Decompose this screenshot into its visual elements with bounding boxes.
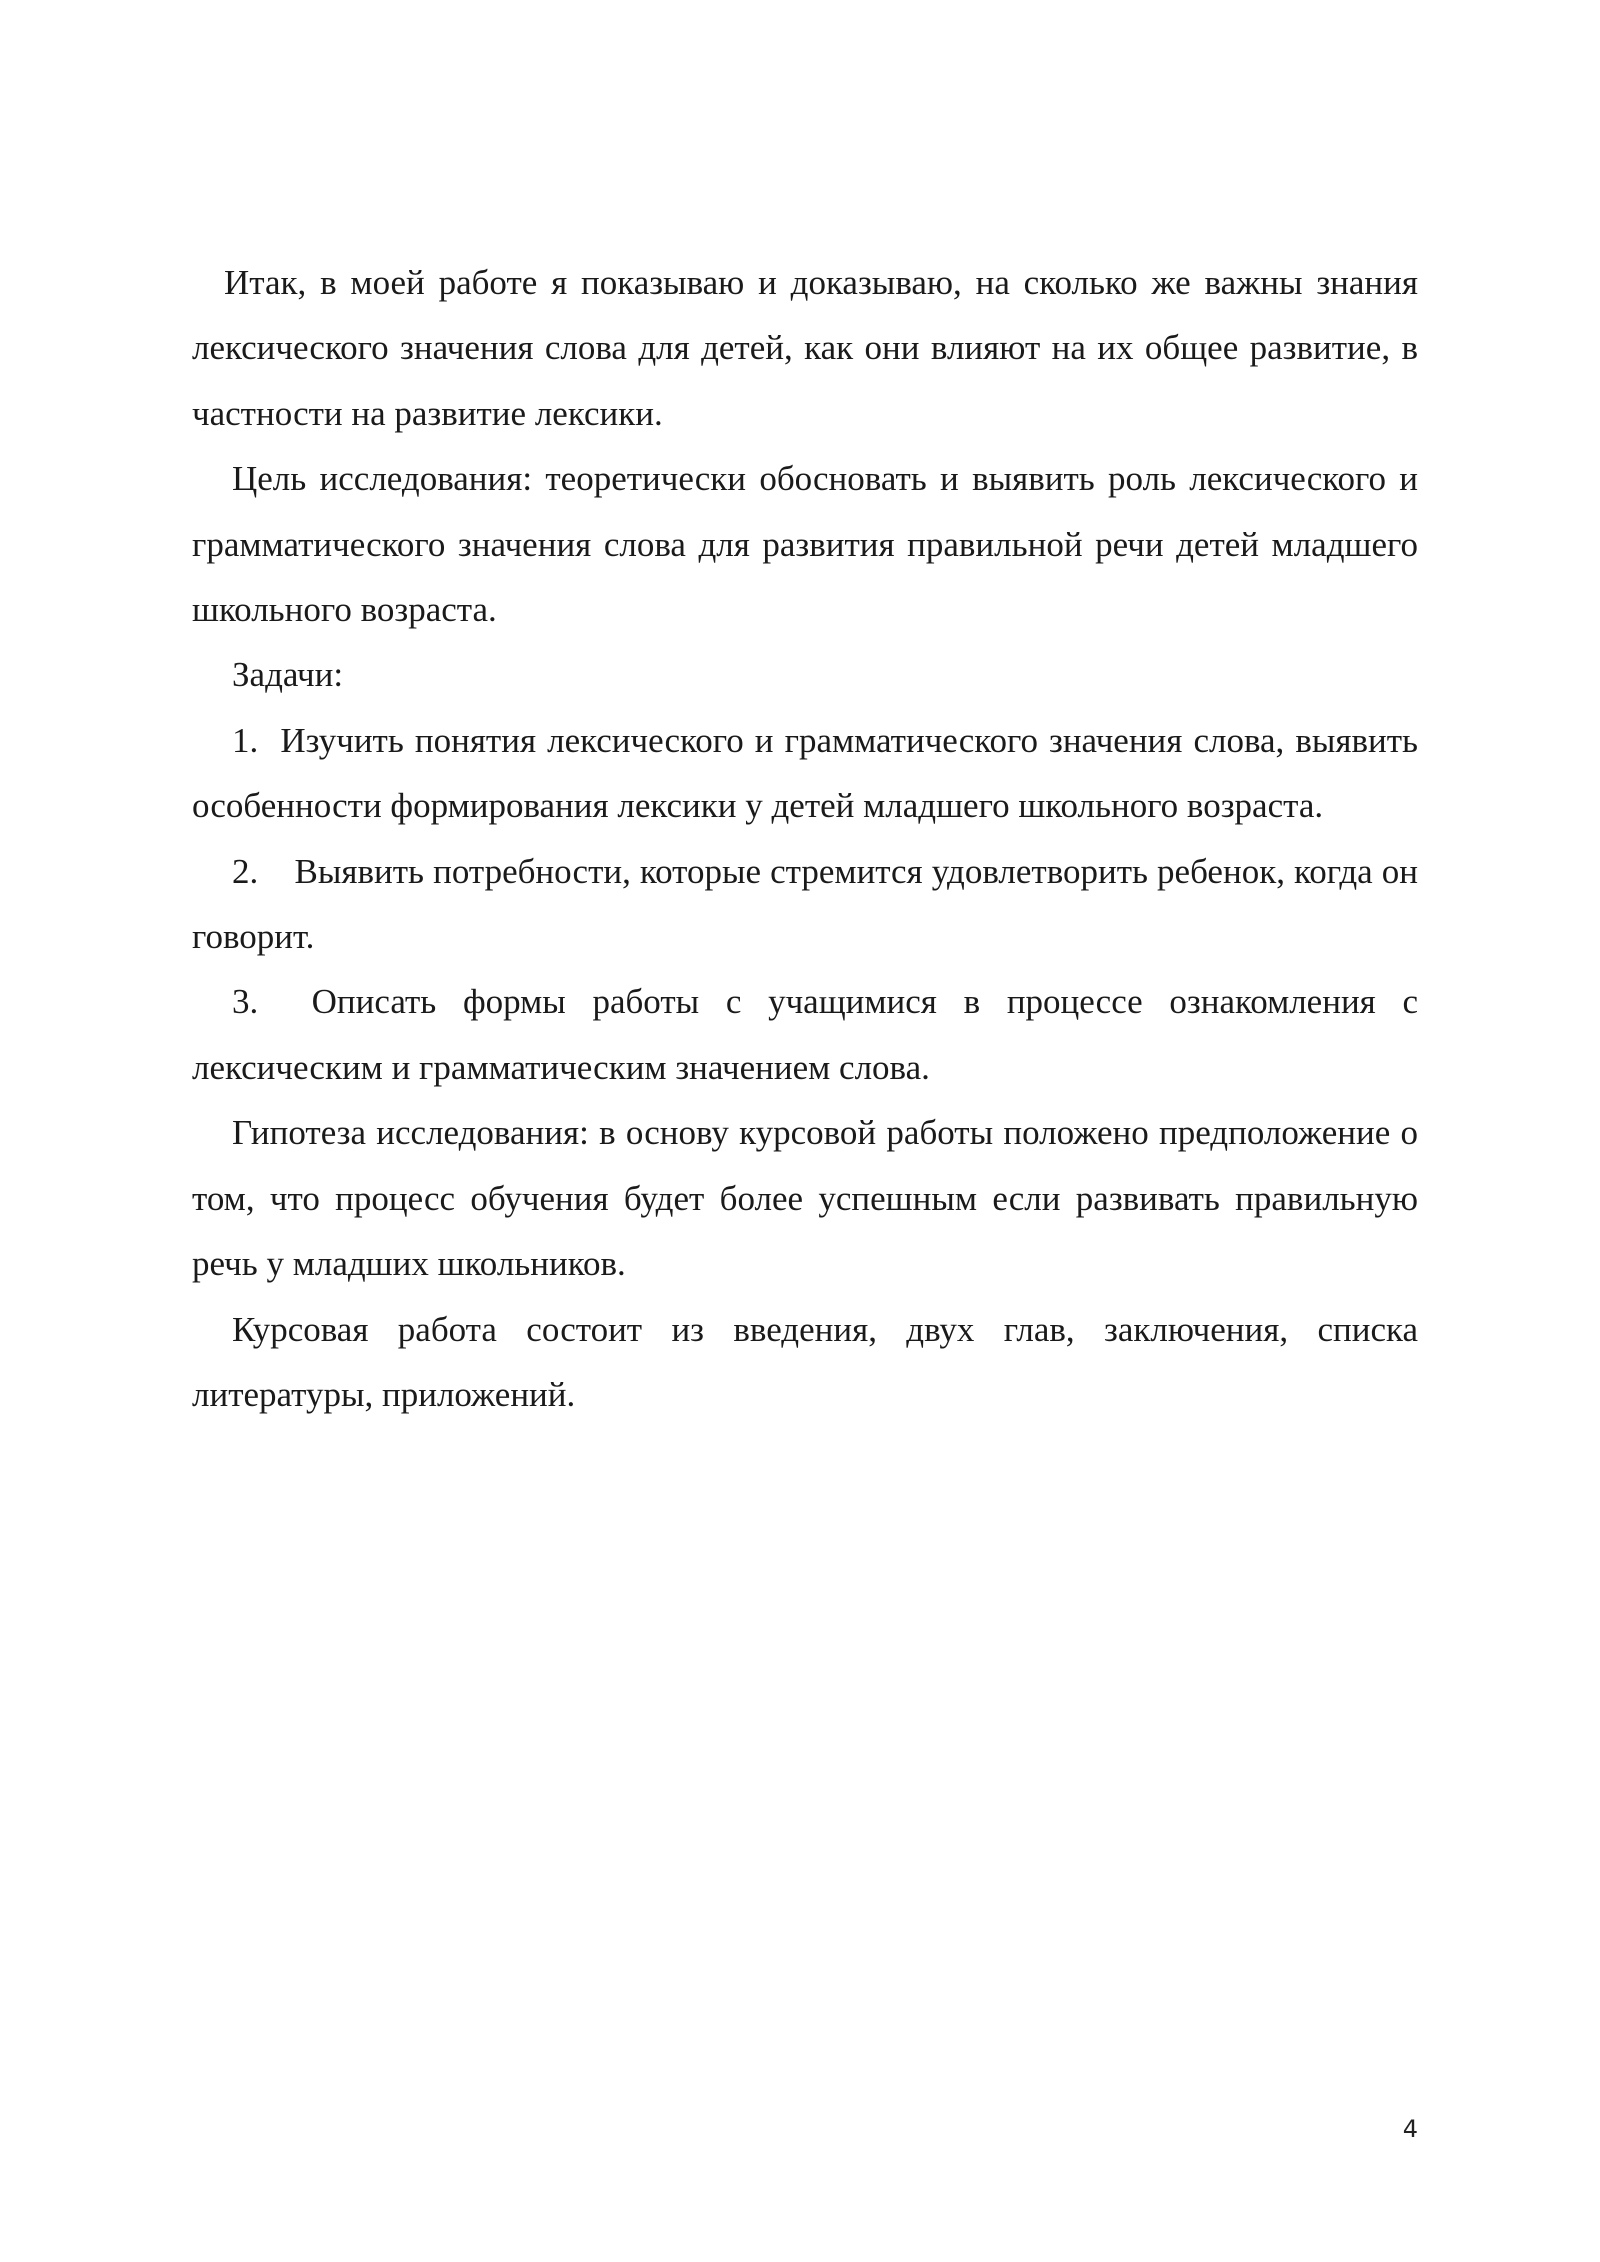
page-number: 4 bbox=[1402, 2115, 1418, 2143]
task-number: 3. bbox=[232, 982, 259, 1022]
body-text bbox=[192, 250, 1418, 1427]
paragraph-intro: Итак, в моей работе я показываю и доказываю, на сколько же важны знания лексического значения слова для детей, как они влияют на их общее развитие, в частности на развитие лексики. bbox=[192, 263, 1418, 433]
task-text: Выявить потребности, которые стремится удовлетворить ребенок, когда он говорит. bbox=[192, 851, 1419, 957]
paragraph-hypothesis: Гипотеза исследования: в основу курсовой работы положено предположение о том, что процесс обучения будет более успешным если развивать правильную речь у младших школьников. bbox=[192, 1113, 1418, 1284]
task-text: Описать формы работы с учащимися в процессе ознакомления с лексическим и грамматическим значением слова. bbox=[192, 982, 1419, 1087]
task-text: Изучить понятия лексического и грамматического значения слова, выявить особенности формирования лексики у детей младшего школьного возраста. bbox=[192, 720, 1418, 826]
task-number: 1. bbox=[232, 720, 259, 760]
paragraph-tasks-heading: Задачи: bbox=[232, 655, 344, 695]
paragraph-goal: Цель исследования: теоретически обосновать и выявить роль лексического и грамматического значения слова для развития правильной речи детей младшего школьного возраста. bbox=[192, 459, 1418, 630]
task-item-3 bbox=[192, 969, 1418, 1100]
task-item-1 bbox=[192, 708, 1418, 839]
paragraph-structure: Курсовая работа состоит из введения, двух глав, заключения, списка литературы, приложений. bbox=[192, 1309, 1418, 1414]
task-item-2 bbox=[192, 839, 1418, 970]
task-number: 2. bbox=[232, 851, 259, 891]
